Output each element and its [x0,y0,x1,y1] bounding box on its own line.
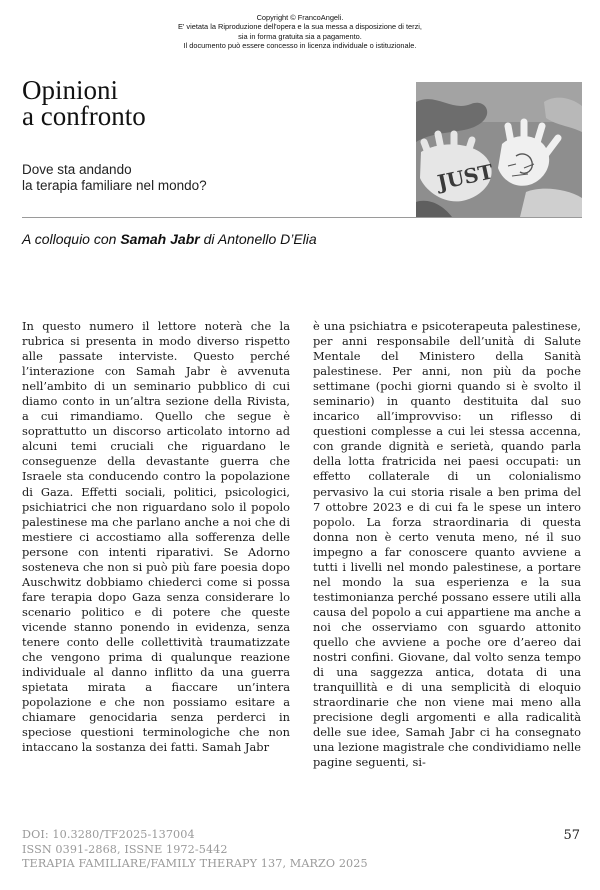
footer-journal: TERAPIA FAMILIARE/FAMILY THERAPY 137, MARZO 2025 [22,857,368,870]
photo-hand-text: JUST [435,159,496,195]
header-photo [416,82,582,217]
header-divider [22,217,582,218]
copyright-line: E' vietata la Riproduzione dell'opera e la sua messa a disposizione di terzi, [178,22,422,32]
byline-suffix: di Antonello D’Elia [199,231,317,247]
subtitle-line: Dove sta andando [22,162,132,177]
footer-issn: ISSN 0391-2868, ISSNE 1972-5442 [22,842,228,856]
copyright-notice [0,13,600,51]
copyright-line: Copyright © FrancoAngeli. [256,13,344,22]
copyright-line: sia in forma gratuita sia a pagamento. [238,31,362,41]
body-column-left: In questo numero il lettore noterà che la rubrica si presenta in modo diverso rispetto alle passate interviste. Questo perché l’interazione con Samah Jabr è avvenuta nell’ambito di un seminario pubblico di cui diamo conto in un’altra sezione della Rivista, a cui rimandiamo. Quello che segue è soprattutto un discorso articolato intorno ad alcuni temi cruciali che riguardano le conseguenze della devastante guerra che Israele sta conducendo contro la popolazione di Gaza. Effetti sociali, politici, psicologici, psichiatrici che non riguardano solo il popolo palestinese ma che parlano anche a noi che di mestiere ci accostiamo alla sofferenza delle persone con intenti riparativi. Se Adorno sosteneva che non si può più fare poesia dopo Auschwitz dobbiamo chiederci come si possa fare terapia dopo Gaza senza considerare lo scenario politico e di potere che queste vicende stanno ponendo in evidenza, senza tenere conto delle collettività traumatizzate che vengono prima di qualunque reazione individuale al danno inflitto da una guerra spietata mirata a fiaccare un’intera popolazione e che non possiamo esitare a chiamare genocidaria senza perderci in speciose questioni terminologiche che non intaccano la sostanza dei fatti. Samah Jabr [22,319,290,755]
body-column-right: è una psichiatra e psicoterapeuta palestinese, per anni responsabile dell’unità di Salute Mentale del Ministero della Sanità palestinese. Per anni, non più da poche settimane (pochi giorni quando si è svolto il seminario) in quanto destituita dal suo incarico all’improvviso: un riflesso di questioni complesse a cui lei stessa accenna, con grande dignità e serietà, quando parla della lotta fratricida nei paesi occupati: un effetto collaterale di un colonialismo pervasivo la cui storia risale a ben prima del 7 ottobre 2023 e di cui fa le spese un intero popolo. La forza straordinaria di questa donna non è certo venuta meno, né il suo impegno a far conoscere quanto avviene a tutti i livelli nel mondo palestinese, a portare nel mondo la sua esperienza e la sua testimonianza perché possano essere utili alla causa del popolo a cui appartiene ma anche a noi che osserviamo con sguardo attonito quello che avviene a poche ore d’aereo dai nostri confini. Giovane, dal volto senza tempo di una saggezza antica, dotata di una tranquillità e di una semplicità di eloquio straordinarie che non viene mai meno alla precisione degli argomenti e alla radicalità delle sue idee, Samah Jabr ci ha consegnato una lezione magistrale che condividiamo nelle pagine seguenti, si- [313,319,581,770]
footer-doi: DOI: 10.3280/TF2025-137004 [22,828,195,841]
article-footer [22,828,368,872]
header-photo-graphic [416,82,582,217]
subtitle-line: la terapia familiare nel mondo? [22,178,207,193]
byline-interviewee: Samah Jabr [120,231,200,247]
section-subtitle [22,162,207,194]
byline-prefix: A colloquio con [22,231,121,247]
byline [22,231,317,247]
section-title [22,77,146,129]
page-number: 57 [563,828,580,843]
section-title-line: a confronto [22,101,146,131]
section-title-line: Opinioni [22,75,119,105]
copyright-line: Il documento può essere concesso in licenza individuale o istituzionale. [183,41,417,51]
